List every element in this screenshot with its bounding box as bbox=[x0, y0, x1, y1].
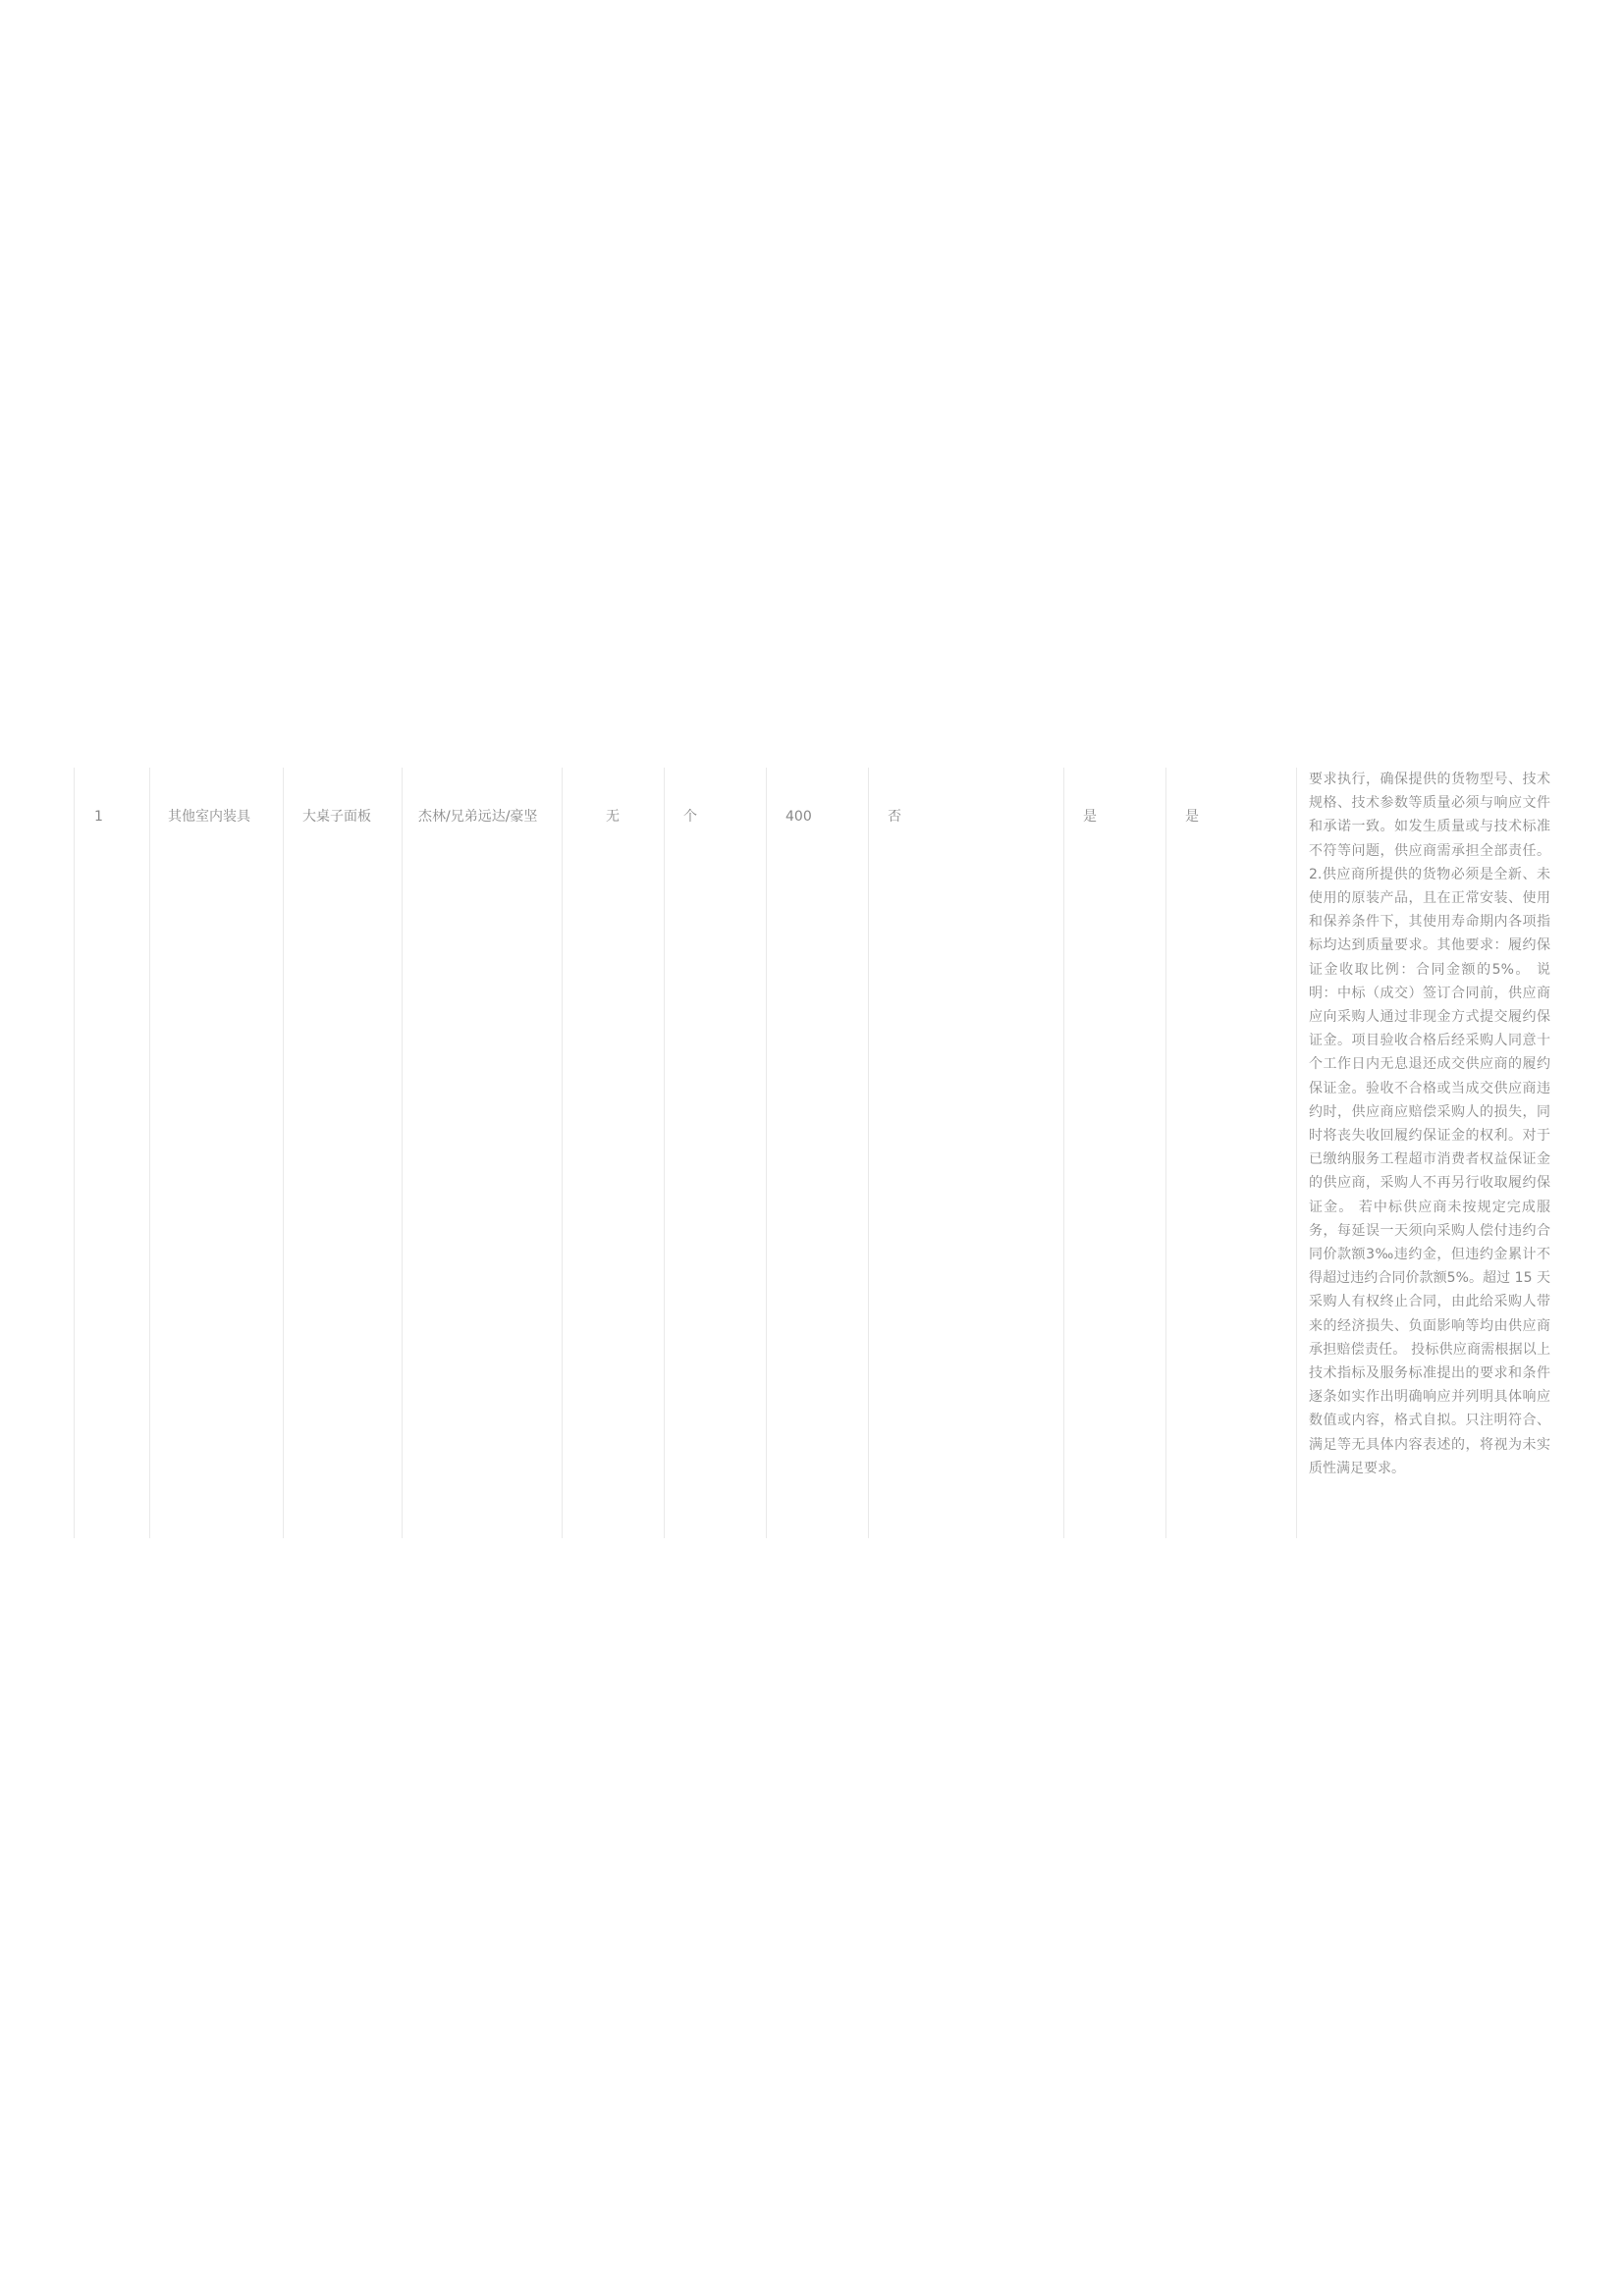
column-divider bbox=[1296, 768, 1297, 1538]
cell-quantity bbox=[766, 768, 868, 1538]
row-index: 1 bbox=[94, 809, 103, 825]
cell-category bbox=[149, 768, 283, 1538]
cell-col-10 bbox=[1165, 768, 1296, 1538]
quantity-text: 400 bbox=[785, 809, 812, 825]
cell-brand bbox=[402, 768, 562, 1538]
remarks-text: 要求执行，确保提供的货物型号、技术规格、技术参数等质量必须与响应文件和承诺一致。如发生质量或与技术标准不符等问题，供应商需承担全部责任。 2.供应商所提供的货物必须是全新、未使用的原装产品，且在正常安装、使用和保养条件下，其使用寿命期内各项指标均达到质量要求。其他要求：履约保证金收取比例：合同金额的5%。 说明：中标（成交）签订合同前，供应商应向采购人通过非现金方式提交履约保证金。项目验收合格后经采购人同意十个工作日内无息退还成交供应商的履约保证金。验收不合格或当成交供应商违约时，供应商应赔偿采购人的损失，同时将丧失收回履约保证金的权利。对于已缴纳服务工程超市消费者权益保证金的供应商，采购人不再另行收取履约保证金。 若中标供应商未按规定完成服务，每延误一天须向采购人偿付违约合同价款额3‰违约金，但违约金累计不得超过违约合同价款额5%。超过 15 天采购人有权终止合同，由此给采购人带来的经济损失、负面影响等均由供应商承担赔偿责任。 投标供应商需根据以上技术指标及服务标准提出的要求和条件逐条如实作出明确响应并列明具体响应数值或内容，格式自拟。只注明符合、满足等无具体内容表述的，将视为未实质性满足要求。 bbox=[1309, 772, 1550, 1476]
category-text: 其他室内装具 bbox=[168, 809, 250, 825]
unit-text: 个 bbox=[683, 809, 697, 825]
table-row bbox=[74, 768, 1566, 1538]
model-text: 无 bbox=[606, 809, 620, 825]
cell-model bbox=[562, 768, 664, 1538]
cell-item-name bbox=[283, 768, 402, 1538]
cell-col-8 bbox=[868, 768, 1063, 1538]
cell-col-9 bbox=[1063, 768, 1165, 1538]
cell-unit bbox=[664, 768, 766, 1538]
cell-index bbox=[74, 768, 149, 1538]
item-name-text: 大桌子面板 bbox=[302, 809, 371, 825]
col-9-text: 是 bbox=[1083, 809, 1097, 825]
brand-text: 杰林/兄弟远达/豪坚 bbox=[418, 809, 538, 825]
col-8-text: 否 bbox=[888, 809, 901, 825]
col-10-text: 是 bbox=[1185, 809, 1199, 825]
